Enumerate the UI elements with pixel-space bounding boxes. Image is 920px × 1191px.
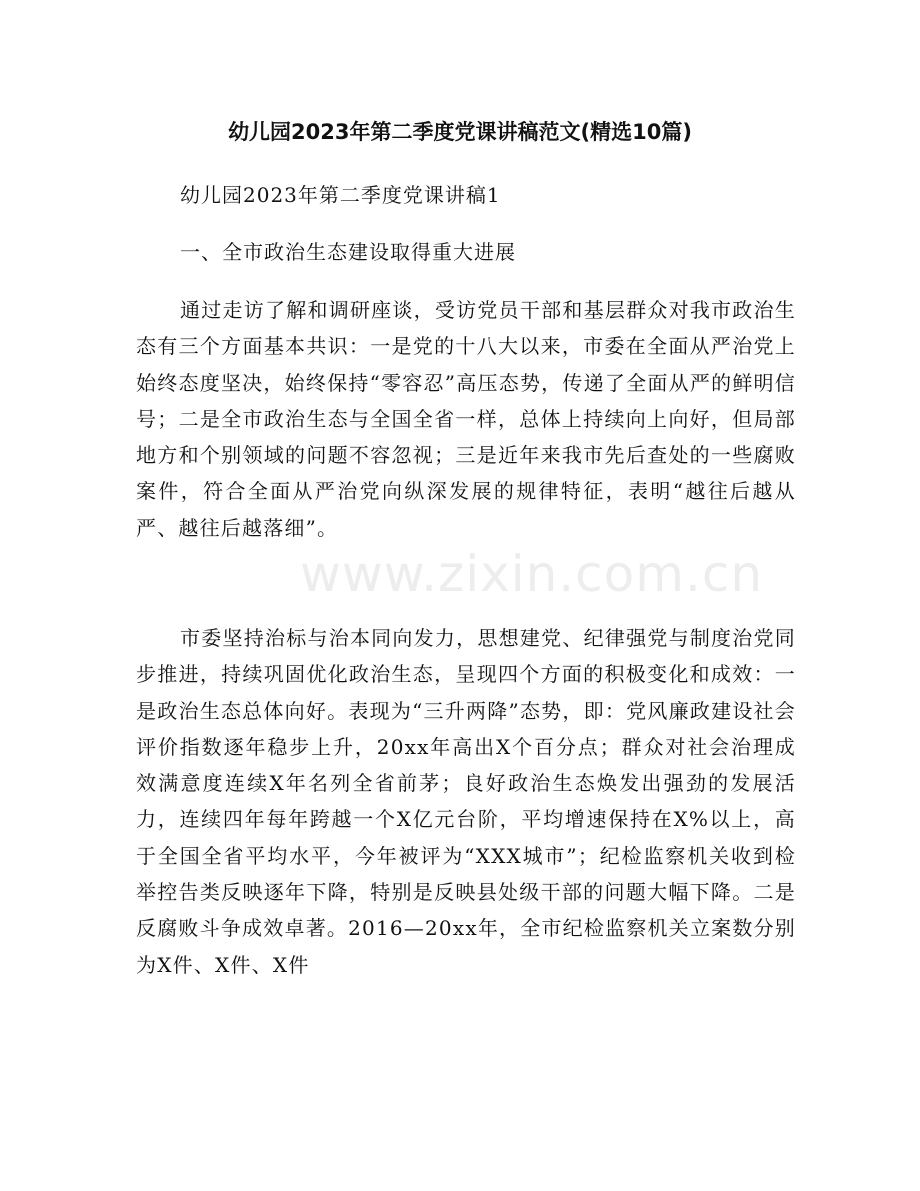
document-title: 幼儿园2023年第二季度党课讲稿范文(精选10篇) (228, 120, 692, 144)
watermark: www.zixin.com.cn (300, 545, 764, 603)
paragraph-2: 市委坚持治标与治本同向发力，思想建党、纪律强党与制度治党同步推进，持续巩固优化政治生态，呈现四个方面的积极变化和成效：一是政治生态总体向好。表现为“三升两降”态势，即：党风廉政建设社会评价指数逐年稳步上升，20xx年高出X个百分点；群众对社会治理成效满意度连续X年名列全省前茅；良好政治生态焕发出强劲的发展活力，连续四年每年跨越一个X亿元台阶，平均增速保持在X%以上，高于全国全省平均水平，今年被评为“XXX城市”；纪检监察机关收到检举控告类反映逐年下降，特别是反映县处级干部的问题大幅下降。二是反腐败斗争成效卓著。2016—20xx年，全市纪检监察机关立案数分别为X件、X件、X件 (136, 626, 796, 977)
paragraph-1: 通过走访了解和调研座谈，受访党员干部和基层群众对我市政治生态有三个方面基本共识：一是党的十八大以来，市委在全面从严治党上始终态度坚决，始终保持“零容忍”高压态势，传递了全面从严的鲜明信号；二是全市政治生态与全国全省一样，总体上持续向上向好，但局部地方和个别领域的问题不容忽视；三是近年来我市先后查处的一些腐败案件，符合全面从严治党向纵深发展的规律特征，表明“越往后越从严、越往后越落细”。 (136, 298, 796, 540)
document-subtitle: 幼儿园2023年第二季度党课讲稿1 (180, 183, 501, 207)
section-heading: 一、全市政治生态建设取得重大进展 (180, 240, 516, 264)
